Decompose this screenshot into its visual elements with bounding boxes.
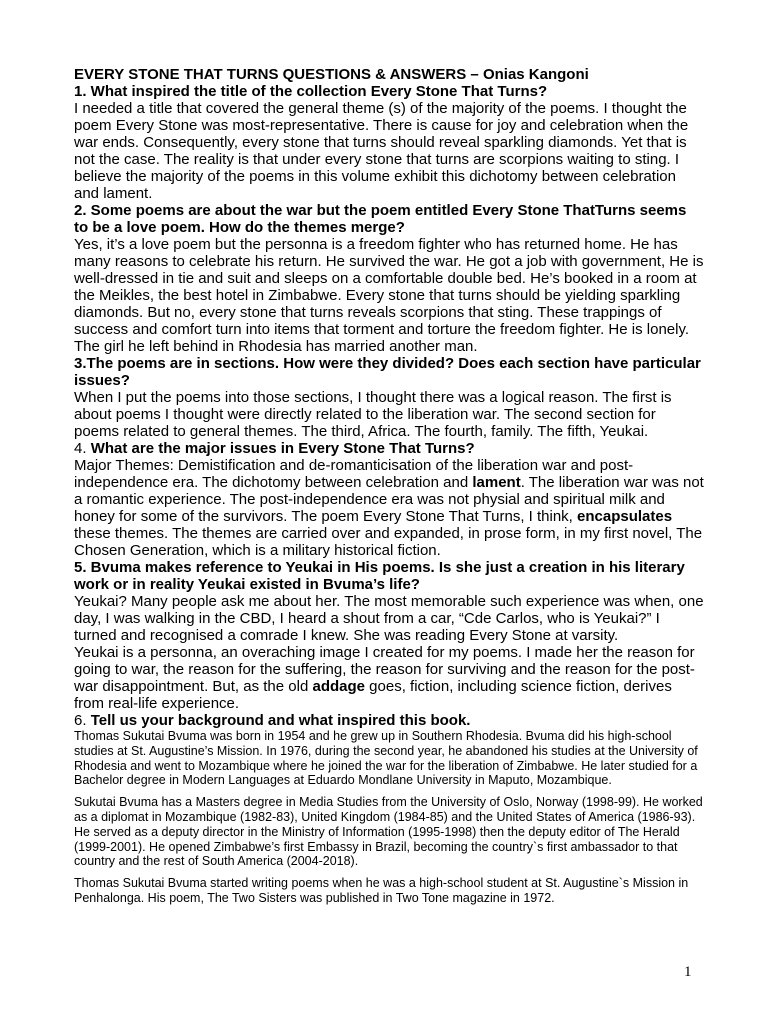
document-title: EVERY STONE THAT TURNS QUESTIONS & ANSWERS – Onias Kangoni <box>74 66 589 83</box>
bio-paragraph-3: Thomas Sukutai Bvuma started writing poems when he was a high-school student at St. Augustine`s Mission in Penhalonga. His poem, The Two Sisters was published in Two Tone magazine in 1972. <box>74 876 689 905</box>
answer-4 <box>74 457 704 559</box>
answer-4-part-2: . The liberation war was not a romantic experience. The post-independence era was not physial and spiritual milk and honey for some of the survivors. The poem Every Stone That Turns, I think, <box>74 474 704 525</box>
answer-5-paragraph-1: Yeukai? Many people ask me about her. The most memorable such experience was when, one day, I was walking in the CBD, I heard a shout from a car, “Cde Carlos, who is Yeukai?” I turned and recognised a comrade I knew. She was reading Every Stone at varsity. <box>74 593 704 644</box>
page-number: 1 <box>684 964 692 980</box>
answer-5-paragraph-2 <box>74 644 704 712</box>
answer-4-part-3: these themes. The themes are carried over and expanded, in prose form, in my first novel, The Chosen Generation, which is a military historical fiction. <box>74 525 703 559</box>
answer-5-bold-addage: addage <box>312 678 365 695</box>
answer-4-part-1: Major Themes: Demistification and de-romanticisation of the liberation war and post-independence era. The dichotomy between celebration and <box>74 457 634 491</box>
answer-4-bold-encapsulates: encapsulates <box>577 508 673 525</box>
question-4-number: 4. <box>74 440 91 457</box>
question-6-text: Tell us your background and what inspired this book. <box>90 712 471 729</box>
question-5: 5. Bvuma makes reference to Yeukai in His poems. Is she just a creation in his literary work or in reality Yeukai existed in Bvuma’s life? <box>74 559 685 593</box>
answer-5-part-2: goes, fiction, including science fiction, derives from real-life experience. <box>74 678 672 712</box>
answer-2: Yes, it’s a love poem but the personna is a freedom fighter who has returned home. He has many reasons to celebrate his return. He survived the war. He got a job with government, He is well-dressed in tie and suit and sleeps on a comfortable double bed. He’s booked in a room at the Meikles, the best hotel in Zimbabwe. Every stone that turns should be yielding sparkling diamonds. But no, every stone that turns reveals scorpions that sting. These trappings of success and comfort turn into items that torment and torture the freedom fighter. He is lonely. The girl he left behind in Rhodesia has married another man. <box>74 236 704 355</box>
answer-3: When I put the poems into those sections, I thought there was a logical reason. The first is about poems I thought were directly related to the liberation war. The second section for poems related to general themes. The third, Africa. The fourth, family. The fifth, Yeukai. <box>74 389 672 440</box>
question-4 <box>74 440 704 457</box>
question-4-text: What are the major issues in Every Stone That Turns? <box>90 440 475 457</box>
question-6-number: 6. <box>74 712 91 729</box>
answer-5-part-1: Yeukai is a personna, an overaching image I created for my poems. I made her the reason for going to war, the reason for the suffering, the reason for surviving and the reason for the post-war disappointment. But, as the old <box>74 644 695 695</box>
question-3: 3.The poems are in sections. How were they divided? Does each section have particular issues? <box>74 355 701 389</box>
bio-paragraph-1: Thomas Sukutai Bvuma was born in 1954 and he grew up in Southern Rhodesia. Bvuma did his high-school studies at St. Augustine’s Mission. In 1976, during the second year, he abandoned his studies at the University of Rhodesia and went to Mozambique where he joined the war for the liberation of Zimbabwe. He later studied for a Bachelor degree in Modern Languages at Eduardo Mondlane University in Maputo, Mozambique. <box>74 729 698 788</box>
answer-1: I needed a title that covered the general theme (s) of the majority of the poems. I thought the poem Every Stone was most-representative. There is cause for joy and celebration when the war ends. Consequently, every stone that turns should reveal sparkling diamonds. Yet that is not the case. The reality is that under every stone that turns are scorpions waiting to sting. I believe the majority of the poems in this volume exhibit this dichotomy between celebration and lament. <box>74 100 689 202</box>
answer-4-bold-lament: lament <box>472 474 521 491</box>
bio-paragraph-2: Sukutai Bvuma has a Masters degree in Media Studies from the University of Oslo, Norway (1998-99). He worked as a diplomat in Mozambique (1982-83), United Kingdom (1984-85) and the United States of America (1986-93). He served as a deputy director in the Ministry of Information (1995-1998) then the deputy editor of The Herald (1999-2001). He opened Zimbabwe’s first Embassy in Brazil, becoming the country`s first ambassador to that country and the rest of South America (2004-2018). <box>74 795 703 869</box>
question-6 <box>74 712 704 729</box>
question-2: 2. Some poems are about the war but the poem entitled Every Stone ThatTurns seems to be a love poem. How do the themes merge? <box>74 202 687 236</box>
question-1: 1. What inspired the title of the collection Every Stone That Turns? <box>74 83 548 100</box>
document-page <box>74 66 704 906</box>
